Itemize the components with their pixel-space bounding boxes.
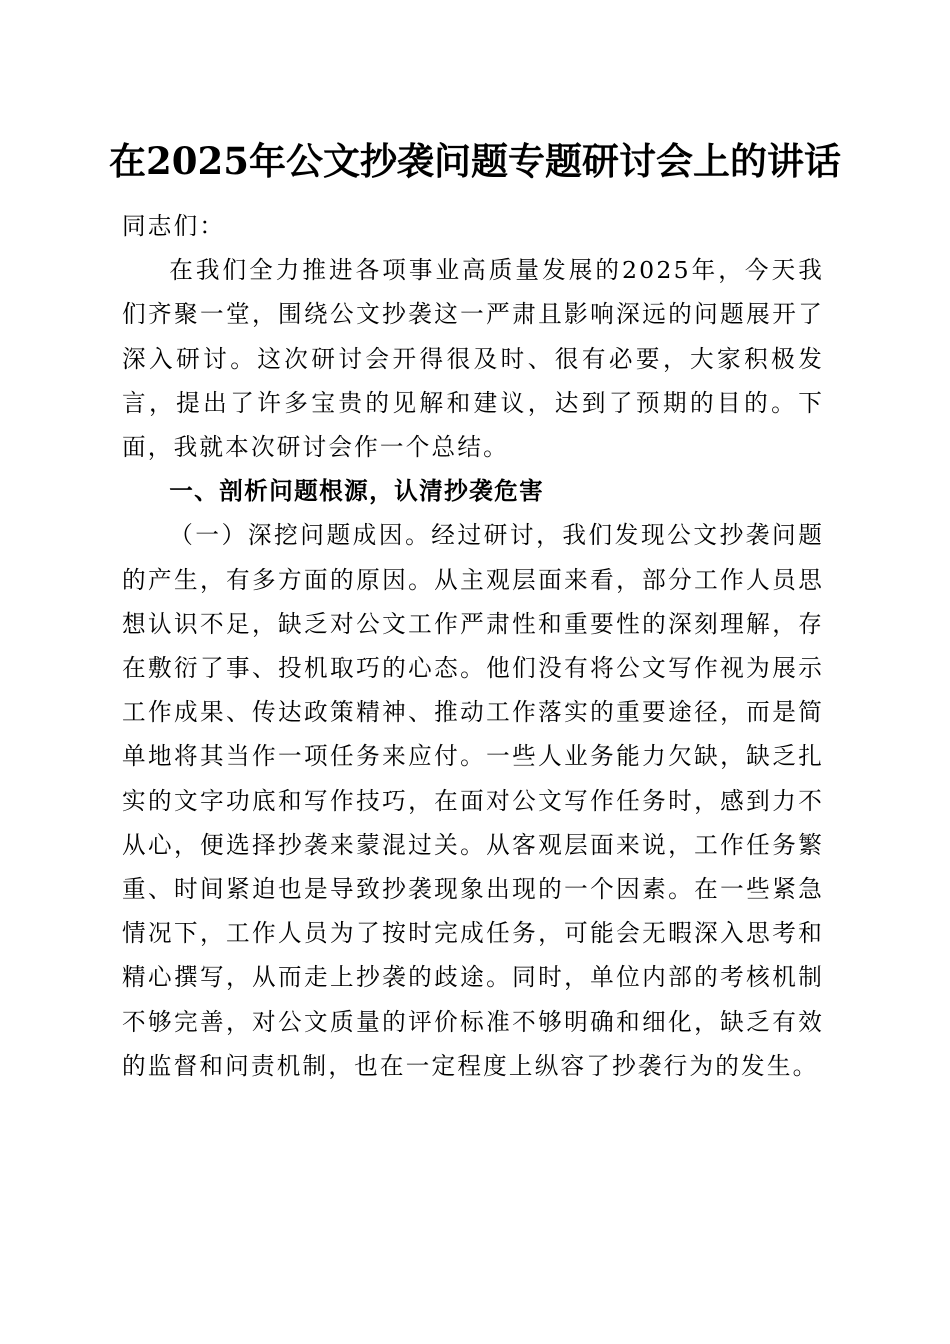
salutation: 同志们： xyxy=(122,212,226,240)
subsection-1-paragraph: （一）深挖问题成因。经过研讨，我们发现公文抄袭问题的产生，有多方面的原因。从主观层面来看，部分工作人员思想认识不足，缺乏对公文工作严肃性和重要性的深刻理解，存在敷衍了事、投机取巧的心态。他们没有将公文写作视为展示工作成果、传达政策精神、推动工作落实的重要途径，而是简单地将其当作一项任务来应付。一些人业务能力欠缺，缺乏扎实的文字功底和写作技巧，在面对公文写作任务时，感到力不从心，便选择抄袭来蒙混过关。从客观层面来说，工作任务繁重、时间紧迫也是导致抄袭现象出现的一个因素。在一些紧急情况下，工作人员为了按时完成任务，可能会无暇深入思考和精心撰写，从而走上抄袭的歧途。同时，单位内部的考核机制不够完善，对公文质量的评价标准不够明确和细化，缺乏有效的监督和问责机制，也在一定程度上纵容了抄袭行为的发生。 xyxy=(122,521,824,1080)
document-body xyxy=(122,204,824,1088)
document-title: 在2025年公文抄袭问题专题研讨会上的讲话 xyxy=(109,139,841,183)
section-heading-1: 一、剖析问题根源，认清抄袭危害 xyxy=(169,477,545,506)
intro-paragraph: 在我们全力推进各项事业高质量发展的2025年，今天我们齐聚一堂，围绕公文抄袭这一严肃且影响深远的问题展开了深入研讨。这次研讨会开得很及时、很有必要，大家积极发言，提出了许多宝贵的见解和建议，达到了预期的目的。下面，我就本次研讨会作一个总结。 xyxy=(122,256,824,462)
